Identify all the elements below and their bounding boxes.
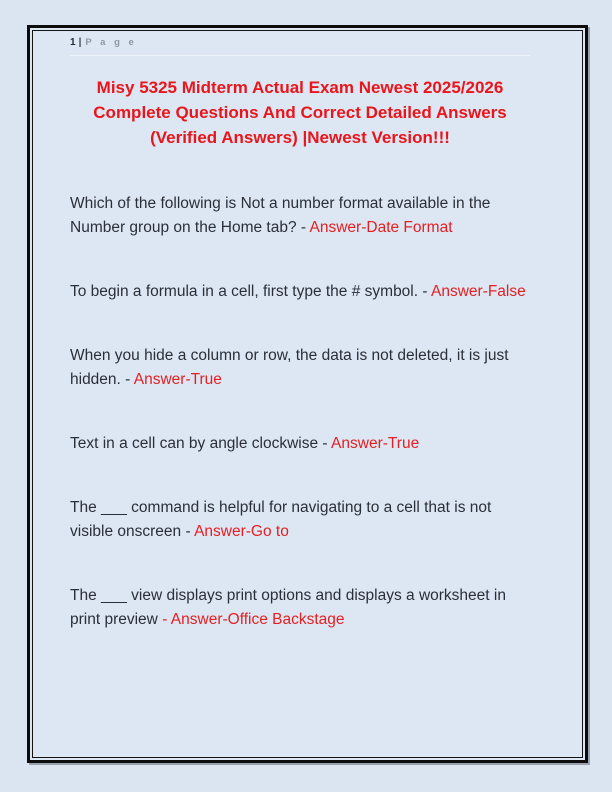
question-paragraph	[70, 496, 530, 544]
question-text: The ___ command is helpful for navigating to a cell that is not visible onscreen -	[70, 499, 492, 540]
question-paragraph	[70, 280, 530, 304]
questions-section	[70, 192, 530, 632]
answer-text: Answer-True	[133, 371, 222, 388]
answer-text: - Answer-Office Backstage	[162, 611, 345, 628]
page-border-frame	[27, 25, 588, 763]
page-header	[70, 35, 530, 56]
answer-text: Answer-True	[331, 435, 420, 452]
page-content	[33, 31, 582, 757]
answer-text: Answer-Date Format	[309, 219, 453, 236]
question-text: The ___ view displays print options and displays a worksheet in print preview	[70, 587, 506, 628]
page-number: 1	[70, 37, 76, 48]
page-inner-border	[32, 30, 583, 758]
answer-text: Answer-False	[430, 283, 526, 300]
document-title	[70, 75, 530, 150]
question-text: To begin a formula in a cell, first type the # symbol. -	[70, 283, 431, 300]
title-line-2: Complete Questions And Correct Detailed Answers	[93, 103, 507, 122]
header-separator: |	[78, 37, 82, 48]
question-text: Text in a cell can by angle clockwise -	[70, 435, 332, 452]
question-paragraph	[70, 344, 530, 392]
question-text: When you hide a column or row, the data is not deleted, it is just hidden. -	[70, 347, 509, 388]
title-line-3: (Verified Answers) |Newest Version!!!	[150, 128, 450, 147]
question-paragraph	[70, 584, 530, 632]
question-text: Which of the following is Not a number format available in the Number group on the Home tab? -	[70, 195, 491, 236]
answer-text: Answer-Go to	[194, 523, 289, 540]
question-paragraph	[70, 192, 530, 240]
page-label: P a g e	[85, 37, 137, 48]
title-line-1: Misy 5325 Midterm Actual Exam Newest 2025/2026	[96, 78, 504, 97]
question-paragraph	[70, 432, 530, 456]
